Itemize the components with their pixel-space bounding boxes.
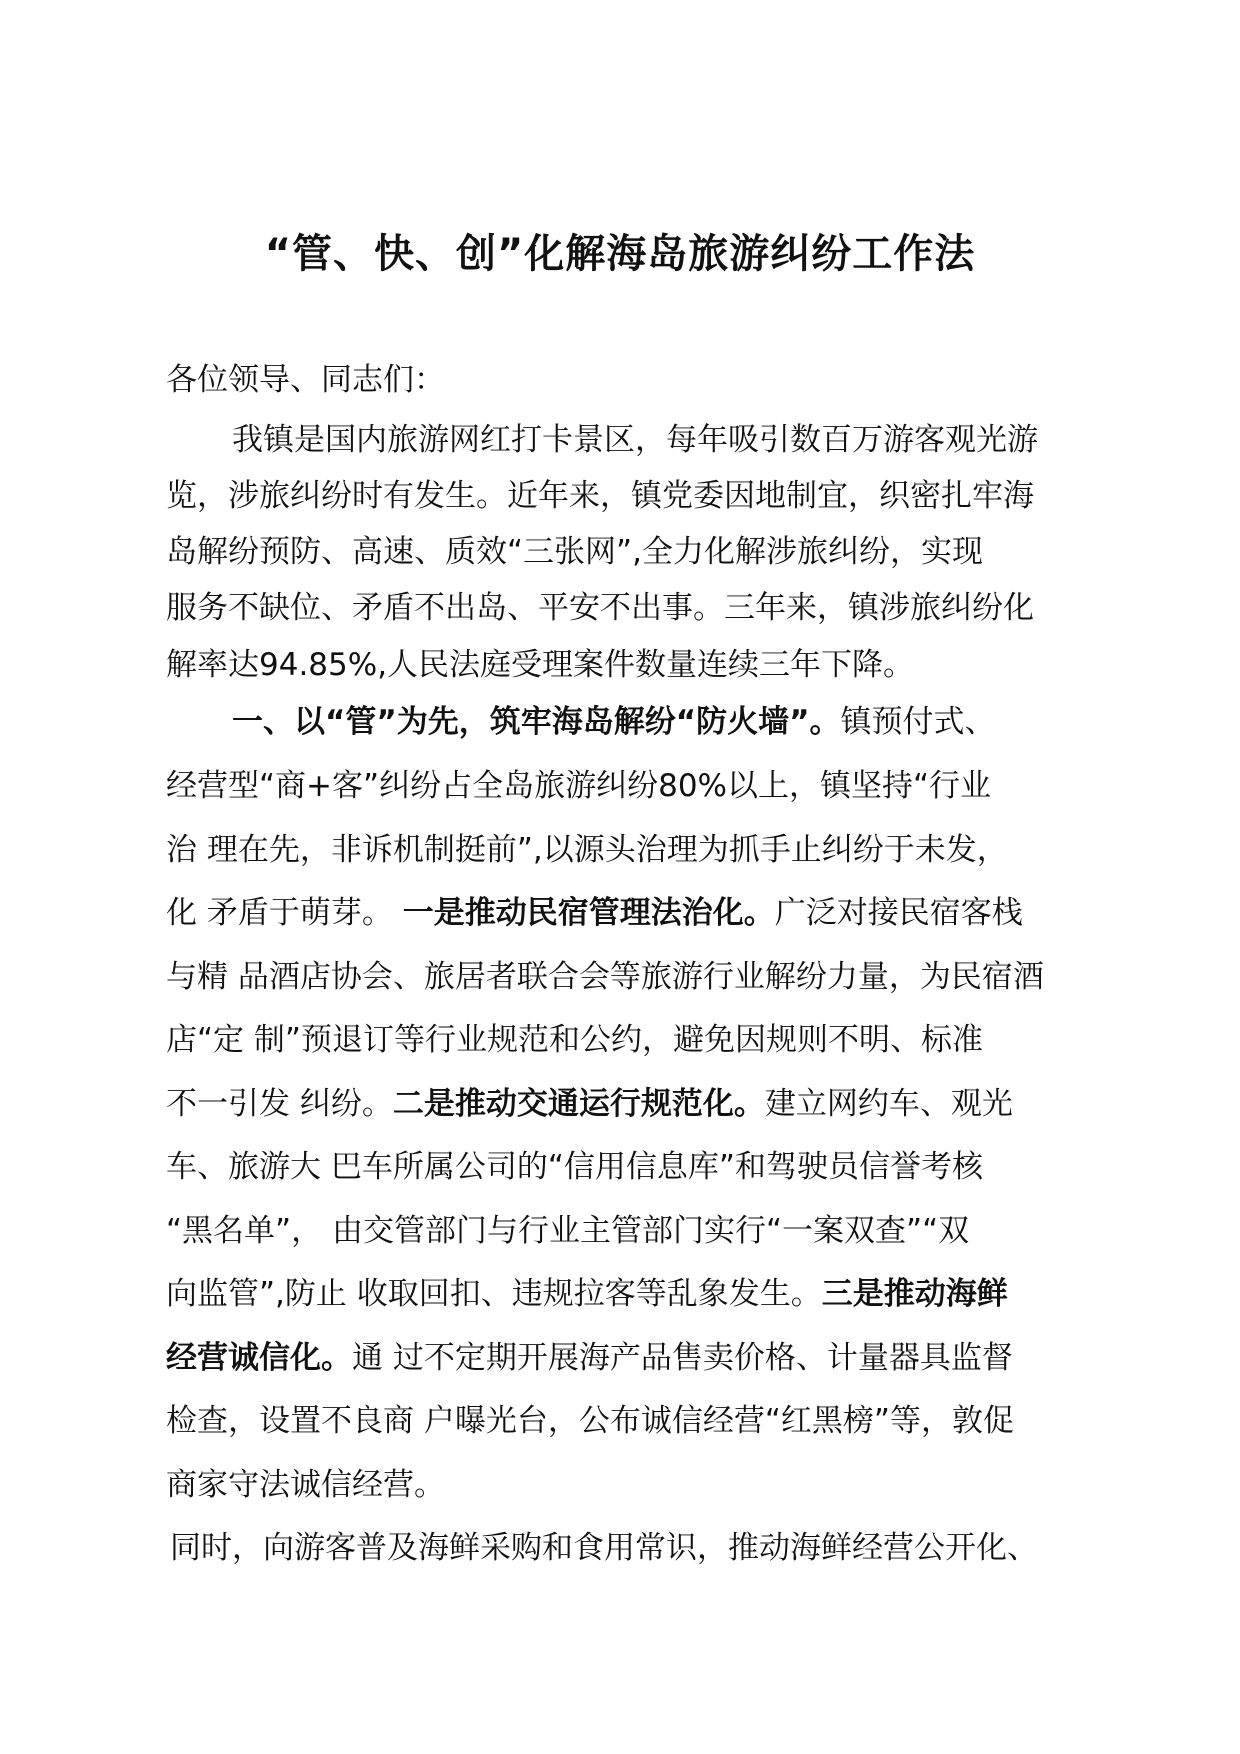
point3-title-end: 经营诚信化。 [166, 1340, 352, 1376]
section1-text: 化 矛盾于萌芽。 [166, 895, 403, 931]
section1-text: 向监管”,防止 收取回扣、违规拉客等乱象发生。 [166, 1276, 822, 1312]
section1-text: 镇预付式、 [840, 704, 996, 740]
section1-line: “黑名单”， 由交管部门与行业主管部门实行“一案双查”“双 [166, 1213, 970, 1249]
intro-line: 解率达94.85%,人民法庭受理案件数量连续三年下降。 [166, 647, 915, 683]
section1-heading: 一、以“管”为先，筑牢海岛解纷“防火墙”。 [232, 704, 841, 740]
point3-title-start: 三是推动海鲜 [821, 1276, 1008, 1312]
point2-title: 二是推动交通运行规范化。 [392, 1086, 765, 1122]
section1-line [166, 1272, 1008, 1316]
section1-line: 商家守法诚信经营。 [166, 1467, 445, 1503]
intro-line: 我镇是国内旅游网红打卡景区，每年吸引数百万游客观光游 [232, 422, 1038, 458]
section1-line [166, 1082, 1013, 1126]
section1-line: 与精 品酒店协会、旅居者联合会等旅游行业解纷力量，为民宿酒 [166, 959, 1044, 995]
point1-title: 一是推动民宿管理法治化。 [402, 895, 775, 931]
section1-text: 不一引发 纠纷。 [166, 1086, 393, 1122]
section1-line [232, 700, 996, 744]
section1-line: 同时，向游客普及海鲜采购和食用常识，推动海鲜经营公开化、 [170, 1530, 1038, 1566]
section1-line: 治 理在先，非诉机制挺前”,以源头治理为抓手止纠纷于未发， [166, 832, 1008, 868]
section1-line [166, 1336, 1013, 1380]
intro-line: 服务不缺位、矛盾不出岛、平安不出事。三年来，镇涉旅纠纷化 [166, 590, 1034, 626]
section1-line: 车、旅游大 巴车所属公司的“信用信息库”和驾驶员信誉考核 [166, 1149, 983, 1185]
section1-line: 经营型“商+客”纠纷占全岛旅游纠纷80%以上，镇坚持“行业 [166, 768, 992, 804]
intro-line: 览，涉旅纠纷时有发生。近年来，镇党委因地制宜，织密扎牢海 [166, 478, 1034, 514]
section1-text: 广泛对接民宿客栈 [774, 895, 1023, 931]
document-title: “管、快、创”化解海岛旅游纠纷工作法 [264, 231, 976, 277]
section1-line: 检查，设置不良商 户曝光台，公布诚信经营“红黑榜”等，敦促 [166, 1403, 1014, 1439]
salutation: 各位领导、同志们： [166, 362, 445, 398]
intro-line: 岛解纷预防、高速、质效“三张网”,全力化解涉旅纠纷，实现 [166, 534, 983, 570]
section1-text: 通 过不定期开展海产品售卖价格、计量器具监督 [352, 1340, 1013, 1376]
section1-text: 建立网约车、观光 [764, 1086, 1013, 1122]
section1-line: 店“定 制”预退订等行业规范和公约，避免因规则不明、标准 [166, 1022, 983, 1058]
section1-line [166, 891, 1023, 935]
